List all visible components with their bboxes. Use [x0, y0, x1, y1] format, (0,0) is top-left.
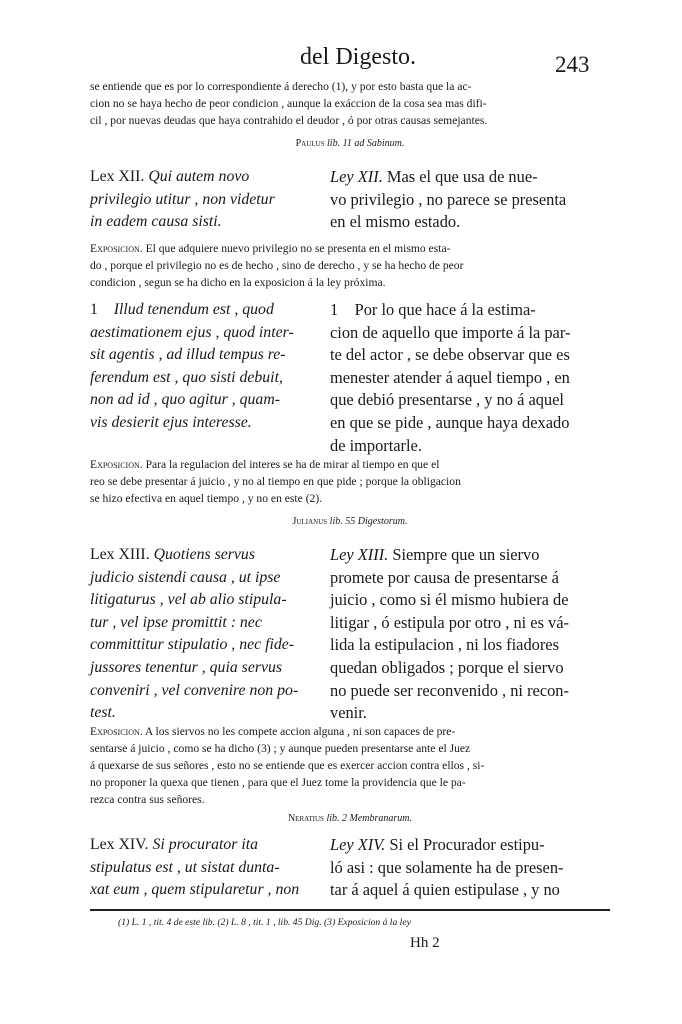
- lex-12-spanish: [330, 166, 610, 234]
- text-line: stipulatus est , ut sistat dunta-: [90, 858, 280, 876]
- source-author: Julianus: [292, 516, 328, 527]
- text-line: [90, 544, 315, 567]
- exposicion-label: Exposicion.: [90, 725, 143, 738]
- text-line: vo privilegio , no parece se presenta: [330, 189, 567, 209]
- paragraph-number: 1: [90, 301, 98, 318]
- text-line: se hizo efectiva en aquel tiempo , y no en este (2).: [90, 492, 323, 505]
- ley-label: Ley XIII.: [330, 545, 389, 564]
- source-author: Neratius: [287, 813, 324, 824]
- text-line: reo se debe presentar á juicio , y no al tiempo en que pide ; porque la obligacion: [90, 475, 461, 488]
- text-line: en el mismo estado.: [330, 212, 461, 232]
- source-citation: [90, 138, 610, 149]
- text-line: conveniri , vel convenire non po-: [90, 681, 299, 699]
- text-line: [90, 166, 315, 189]
- exposicion-2: [90, 456, 610, 507]
- text-line: cion no se haya hecho de peor condicion , aunque la exáccion de la cosa sea mas difi-: [90, 97, 487, 110]
- source-citation: [90, 813, 610, 824]
- text-line: aestimationem ejus , quod inter-: [90, 323, 294, 341]
- footnotes: (1) L. 1 , tit. 4 de este lib. (2) L. 8 , tit. 1 , lib. 45 Dig. (3) Exposicion á la ley: [118, 917, 411, 928]
- text-line: do , porque el privilegio no es de hecho , sino de derecho , y se ha hecho de peor: [90, 259, 464, 272]
- text-line: no proponer la quexa que tienen , para que el Juez tome la providencia que le pa-: [90, 776, 466, 789]
- text-fragment: Illud tenendum est , quod: [113, 301, 274, 318]
- signature-mark: Hh 2: [410, 935, 440, 951]
- lex-12-latin: [90, 166, 315, 234]
- text-fragment: Qui autem novo: [148, 168, 250, 185]
- text-line: sentarse á juicio , como se ha dicho (3) ; y aunque pueden presentarse ante el Juez: [90, 742, 471, 755]
- text-line: in eadem causa sisti.: [90, 213, 222, 231]
- text-line: committitur stipulatio , nec fide-: [90, 636, 295, 654]
- text-line: test.: [90, 704, 116, 722]
- text-line: sit agentis , ad illud tempus re-: [90, 346, 286, 364]
- source-reference: lib. 2 Membranarum.: [326, 813, 413, 824]
- text-line: venir.: [330, 703, 367, 723]
- text-line: cil , por nuevas deudas que haya contrahido el deudor , ó por otras causas semejantes.: [90, 114, 488, 127]
- text-fragment: Por lo que hace á la estima-: [354, 300, 536, 319]
- text-line: á quexarse de sus señores , esto no se entiende que es exercer accion contra ellos , si-: [90, 759, 485, 772]
- text-line: juicio , como si él mismo hubiera de: [330, 590, 569, 610]
- text-line: en que se pide , aunque haya dexado: [330, 412, 570, 432]
- text-line: vis desierit ejus interesse.: [90, 413, 252, 431]
- text-fragment: El que adquiere nuevo privilegio no se presenta en el mismo esta-: [145, 242, 451, 255]
- text-line: rezca contra sus señores.: [90, 793, 205, 806]
- text-line: que debió presentarse , y no á aquel: [330, 390, 564, 410]
- text-line: judicio sistendi causa , ut ipse: [90, 568, 281, 586]
- exposicion-label: Exposicion.: [90, 458, 143, 471]
- text-fragment: Siempre que un siervo: [392, 545, 540, 564]
- text-line: no puede ser reconvenido , ni recon-: [330, 680, 569, 700]
- text-fragment: Para la regulacion del interes se ha de mirar al tiempo en que el: [145, 458, 440, 471]
- paragraph-number: 1: [330, 300, 339, 319]
- lex-13-spanish: [330, 544, 610, 725]
- text-line: jussores tenentur , quia servus: [90, 658, 283, 676]
- text-line: tar á aquel á quien estipulase , y no: [330, 880, 560, 900]
- par-1-latin: [90, 299, 315, 435]
- ley-label: Ley XII.: [330, 167, 383, 186]
- text-line: [330, 834, 610, 857]
- text-line: tur , vel ipse promittit : nec: [90, 613, 262, 631]
- text-line: ferendum est , quo sisti debuit,: [90, 368, 283, 386]
- footnote-rule: [90, 909, 610, 911]
- text-line: cion de aquello que importe á la par-: [330, 322, 571, 342]
- ley-label: Ley XIV.: [330, 835, 386, 854]
- source-reference: lib. 11 ad Sabinum.: [327, 138, 405, 149]
- lex-13-latin: [90, 544, 315, 725]
- text-line: [330, 166, 610, 189]
- text-fragment: Si procurator ita: [152, 836, 259, 853]
- source-author: Paulus: [295, 138, 325, 149]
- text-line: xat eum , quem stipularetur , non: [90, 881, 300, 899]
- lex-label: Lex XIV.: [90, 836, 149, 853]
- par-1-spanish: [330, 299, 610, 457]
- text-line: privilegio utitur , non videtur: [90, 190, 275, 208]
- text-line: [90, 723, 610, 740]
- text-line: [90, 834, 315, 857]
- text-fragment: Si el Procurador estipu-: [389, 835, 545, 854]
- text-line: [330, 299, 610, 322]
- text-line: quedan obligados ; porque el siervo: [330, 657, 564, 677]
- page-number: 243: [555, 52, 590, 77]
- intro-paragraph: [90, 78, 610, 129]
- source-reference: lib. 55 Digestorum.: [329, 516, 408, 527]
- lex-label: Lex XII.: [90, 168, 145, 185]
- lex-label: Lex XIII.: [90, 546, 150, 563]
- exposicion-1: [90, 240, 610, 291]
- text-line: non ad id , quo agitur , quam-: [90, 391, 281, 409]
- running-title: del Digesto.: [300, 44, 416, 70]
- text-line: [330, 544, 610, 567]
- text-line: [90, 456, 610, 473]
- text-fragment: Quotiens servus: [153, 546, 255, 563]
- text-line: menester atender á aquel tiempo , en: [330, 367, 570, 387]
- text-fragment: Mas el que usa de nue-: [386, 167, 538, 186]
- source-citation: [90, 516, 610, 527]
- text-line: de importarle.: [330, 435, 422, 455]
- text-line: promete por causa de presentarse á: [330, 567, 559, 587]
- text-line: litigaturus , vel ab alio stipula-: [90, 591, 287, 609]
- lex-14-spanish: [330, 834, 610, 902]
- text-line: lida la estipulacion , ni los fiadores: [330, 635, 559, 655]
- text-line: [90, 240, 610, 257]
- text-line: te del actor , se debe observar que es: [330, 345, 570, 365]
- text-line: [90, 299, 315, 322]
- text-fragment: A los siervos no les compete accion alguna , ni son capaces de pre-: [144, 725, 456, 738]
- text-line: condicion , segun se ha dicho en la exposicion á la ley próxima.: [90, 276, 386, 289]
- text-line: ló asi : que solamente ha de presen-: [330, 857, 564, 877]
- text-line: litigar , ó estipula por otro , ni es vá-: [330, 612, 569, 632]
- text-line: se entiende que es por lo correspondiente á derecho (1), y por esto basta que la ac-: [90, 80, 472, 93]
- exposicion-3: [90, 723, 610, 808]
- exposicion-label: Exposicion.: [90, 242, 143, 255]
- lex-14-latin: [90, 834, 315, 902]
